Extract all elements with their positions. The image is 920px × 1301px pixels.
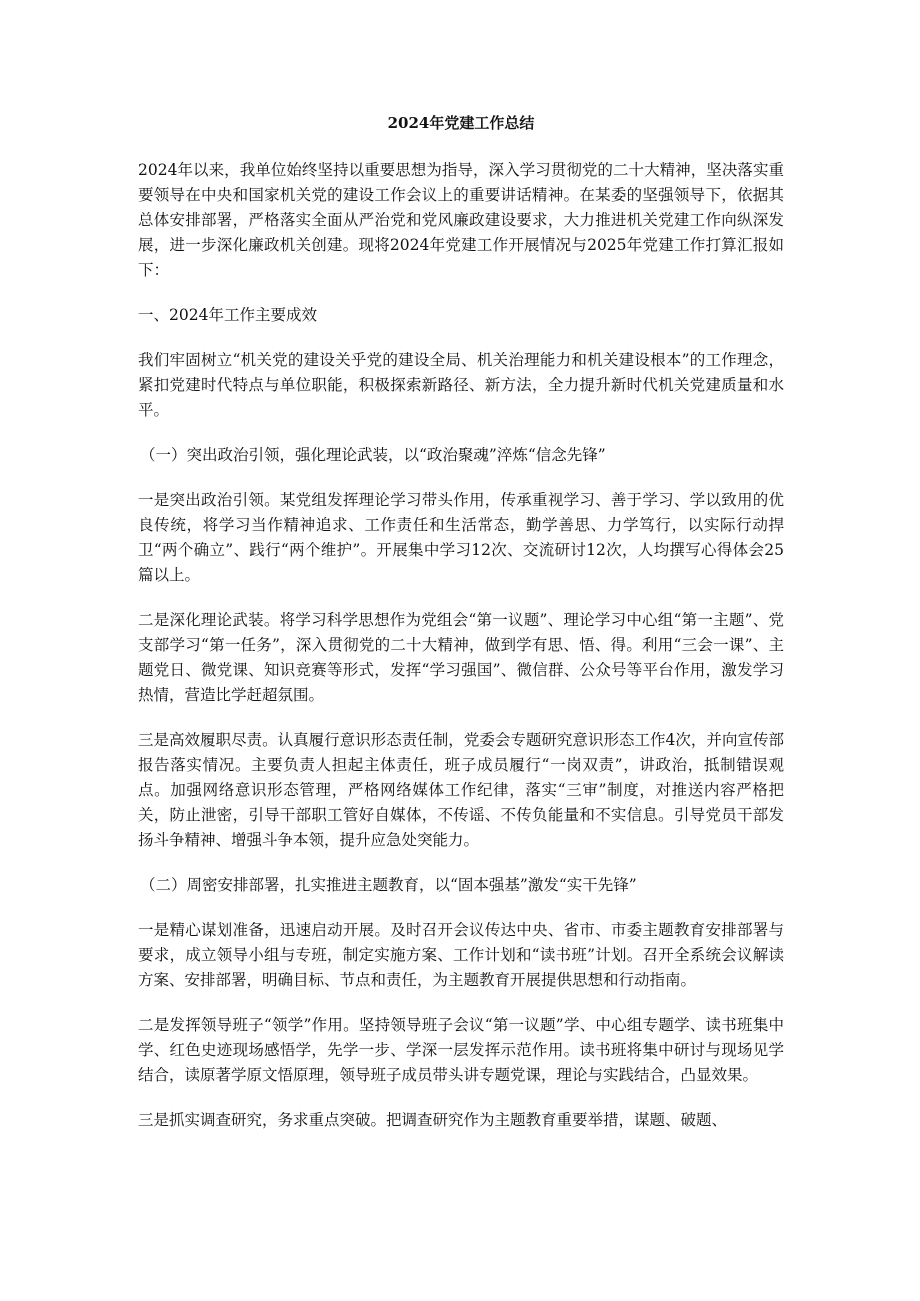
subsection-2-para-1: 一是精心谋划准备，迅速启动开展。及时召开会议传达中央、省市、市委主题教育安排部署与要求，成立领导小组与专班，制定实施方案、工作计划和“读书班”计划。召开全系统会议解读方案、安排部署，明确目标、节点和责任，为主题教育开展提供思想和行动指南。 xyxy=(138,921,784,989)
subsection-2-heading: （二）周密安排部署，扎实推进主题教育，以“固本强基”激发“实干先锋” xyxy=(140,876,637,894)
section-1-intro: 我们牢固树立“机关党的建设关乎党的建设全局、机关治理能力和机关建设根本”的工作理念，紧扣党建时代特点与单位职能，积极探索新路径、新方法，全力提升新时代机关党建质量和水平。 xyxy=(138,351,784,419)
subsection-1-para-1: 一是突出政治引领。某党组发挥理论学习带头作用，传承重视学习、善于学习、学以致用的优良传统，将学习当作精神追求、工作责任和生活常态，勤学善思、力学笃行，以实际行动捍卫“两个确立”、践行“两个维护”。开展集中学习12次、交流研讨12次，人均撰写心得体会25篇以上。 xyxy=(138,491,784,584)
subsection-1-heading: （一）突出政治引领，强化理论武装，以“政治聚魂”淬炼“信念先锋” xyxy=(140,446,606,464)
subsection-2-para-2: 二是发挥领导班子“领学”作用。坚持领导班子会议“第一议题”学、中心组专题学、读书班集中学、红色史迹现场感悟学，先学一步、学深一层发挥示范作用。读书班将集中研讨与现场见学结合，读原著学原文悟原理，领导班子成员带头讲专题党课，理论与实践结合，凸显效果。 xyxy=(138,1016,784,1084)
document-page xyxy=(138,112,784,1153)
section-1-heading: 一、2024年工作主要成效 xyxy=(138,306,317,324)
subsection-1-para-3: 三是高效履职尽责。认真履行意识形态责任制，党委会专题研究意识形态工作4次，并向宣传部报告落实情况。主要负责人担起主体责任，班子成员履行“一岗双责”，讲政治，抵制错误观点。加强网络意识形态管理，严格网络媒体工作纪律，落实“三审”制度，对推送内容严格把关，防止泄密，引导干部职工管好自媒体，不传谣、不传负能量和不实信息。引导党员干部发扬斗争精神、增强斗争本领，提升应急处突能力。 xyxy=(138,731,784,849)
document-title: 2024年党建工作总结 xyxy=(387,114,535,132)
subsection-1-para-2: 二是深化理论武装。将学习科学思想作为党组会“第一议题”、理论学习中心组“第一主题”、党支部学习“第一任务”，深入贯彻党的二十大精神，做到学有思、悟、得。利用“三会一课”、主题党日、微党课、知识竞赛等形式，发挥“学习强国”、微信群、公众号等平台作用，激发学习热情，营造比学赶超氛围。 xyxy=(138,611,784,704)
subsection-2-para-3: 三是抓实调查研究，务求重点突破。把调查研究作为主题教育重要举措，谋题、破题、 xyxy=(138,1111,728,1129)
intro-paragraph: 2024年以来，我单位始终坚持以重要思想为指导，深入学习贯彻党的二十大精神，坚决落实重要领导在中央和国家机关党的建设工作会议上的重要讲话精神。在某委的坚强领导下，依据其总体安排部署，严格落实全面从严治党和党风廉政建设要求，大力推进机关党建工作向纵深发展，进一步深化廉政机关创建。现将2024年党建工作开展情况与2025年党建工作打算汇报如下： xyxy=(138,161,784,279)
